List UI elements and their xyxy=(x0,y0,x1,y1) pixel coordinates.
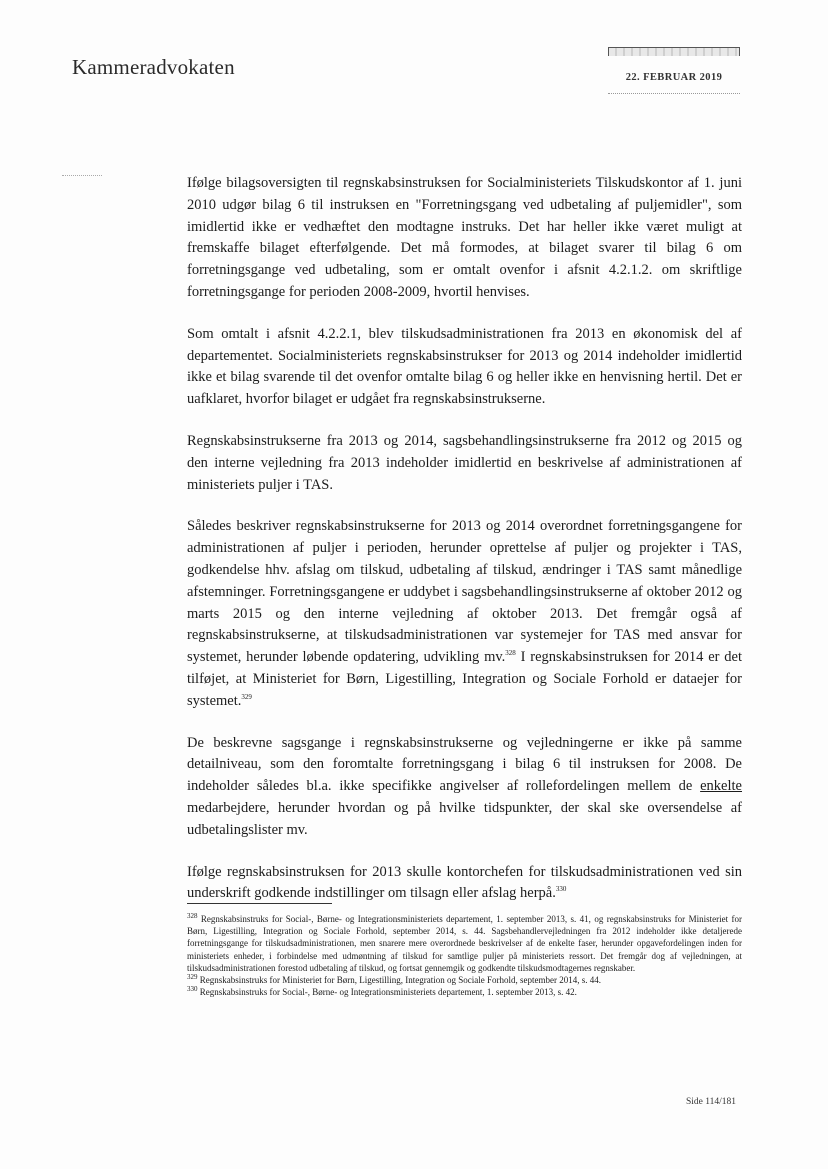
footnotes xyxy=(187,913,742,998)
underlined-word: enkelte xyxy=(700,778,742,795)
paragraph-3: Regnskabsinstrukserne fra 2013 og 2014, sagsbehandlingsinstrukserne fra 2012 og 2015 og den interne vejledning fra 2013 indeholder imidlertid en beskrivelse af administrationen af ministeriets puljer i TAS. xyxy=(187,432,742,493)
paragraph-5 xyxy=(187,733,742,842)
paragraph-6-text: Ifølge regnskabsinstruksen for 2013 skulle kontorchefen for tilskudsadministrationen ved sin underskrift godkende indstillinger om tilsagn eller afslag herpå. xyxy=(187,863,742,902)
footnote-separator xyxy=(187,903,332,904)
footnote-item xyxy=(187,913,742,974)
footnote-item xyxy=(187,974,742,986)
paragraph-4 xyxy=(187,516,742,712)
date-stamp xyxy=(608,47,740,93)
footnote-number: 328 xyxy=(187,912,198,920)
body-text xyxy=(187,173,742,925)
footnote-item xyxy=(187,986,742,998)
paragraph-4-part-2: I regnskabsinstruksen for 2014 er det tilføjet, at Ministeriet for Børn, Ligestilling, Integration og Sociale Forhold er dataejer for systemet. xyxy=(187,649,742,709)
footnote-number: 329 xyxy=(187,973,198,982)
document-date: 22. FEBRUAR 2019 xyxy=(625,72,723,83)
paragraph-1: Ifølge bilagsoversigten til regnskabsinstruksen for Socialministeriets Tilskudskontor af 1. juni 2010 udgør bilag 6 til instruksen en "Forretningsgang ved udbetaling af puljemidler", som imidlertid ikke er vedhæftet den modtagne instruks. Det har heller ikke været muligt at fremskaffe bilaget efterfølgende. Det må formodes, at bilaget svarer til bilag 6 om forretningsgange ved udbetaling, som er omtalt ovenfor i afsnit 4.2.1.2. om skriftlige forretningsgange for perioden 2008-2009, hvortil henvises. xyxy=(187,175,742,300)
paragraph-6 xyxy=(187,862,742,906)
footnote-ref-328[interactable]: 328 xyxy=(505,649,516,658)
date-stamp-bar xyxy=(608,47,740,56)
footnote-ref-330[interactable]: 330 xyxy=(555,885,567,894)
paragraph-4-part-1: Således beskriver regnskabsinstrukserne for 2013 og 2014 overordnet forretningsgangene for administrationen af puljer i perioden, herunder oprettelse af puljer og projekter i TAS, godkendelse hhv. afslag om tilskud, udbetaling af tilskud, ændringer i TAS samt månedlige afstemninger. Forretningsgangene er uddybet i sagsbehandlingsinstrukserne af oktober 2012 og marts 2015 og den interne vejledning af oktober 2013. Det fremgår også af regnskabsinstrukserne, at tilskudsadministrationen var systemejer for TAS med ansvar for systemet, herunder løbende opdatering, udvikling mv. xyxy=(187,518,742,666)
footnote-text: Regnskabsinstruks for Ministeriet for Børn, Ligestilling, Integration og Sociale Forhold, september 2014, s. 44. xyxy=(199,975,601,986)
logo-text: Kammeradvokaten xyxy=(72,55,235,79)
footnote-text: Regnskabsinstruks for Social-, Børne- og Integrationsministeriets departement, 1. september 2013, s. 42. xyxy=(199,987,577,998)
footnote-text: Regnskabsinstruks for Social-, Børne- og Integrationsministeriets departement, 1. september 2013, s. 41, og regnskabsinstruks for Ministeriet for Børn, Ligestilling, Integration og Sociale Forhold, september 2014, s. 44. Sagsbehandlervejledningen fra 2012 indeholder ikke detaljerede forretningsgange for tilskudsadministrationen, men snarere mere overordnede beskrivelser af de enkelte faser, herunder opgavefordelingen inden for ministeriets enheder, i forbindelse med udmøntning af tilskud for samtlige puljer på ministeriets ressort. Det fremgår dog af vejledningen, at tilskudsadministrationen forestod udbetaling af tilskud, og fortsat gennemgik og godkendte tilskudsmodtagernes regnskaber. xyxy=(187,914,742,973)
footnote-number: 330 xyxy=(187,985,198,994)
margin-divider xyxy=(62,175,102,176)
page-number: Side 114/181 xyxy=(686,1097,737,1107)
footnote-ref-329[interactable]: 329 xyxy=(241,692,252,701)
paragraph-5-part-2: medarbejdere, herunder hvordan og på hvilke tidspunkter, der skal ske oversendelse af udbetalingslister mv. xyxy=(187,799,742,838)
paragraph-2: Som omtalt i afsnit 4.2.2.1, blev tilskudsadministrationen fra 2013 en økonomisk del af departementet. Socialministeriets regnskabsinstrukser for 2013 og 2014 indeholder imidlertid ikke et bilag svarende til det ovenfor omtalte bilag 6 og heller ikke en henvisning hertil. Det er uafklaret, hvorfor bilaget er udgået fra regnskabsinstrukserne. xyxy=(187,325,742,408)
paragraph-5-part-1: De beskrevne sagsgange i regnskabsinstrukserne og vejledningerne er ikke på samme detailniveau, som den foromtalte forretningsgang i bilag 6 til instruksen for 2008. De indeholder således bl.a. ikke specifikke angivelser af rollefordelingen mellem de xyxy=(187,734,742,795)
date-divider xyxy=(608,93,740,94)
